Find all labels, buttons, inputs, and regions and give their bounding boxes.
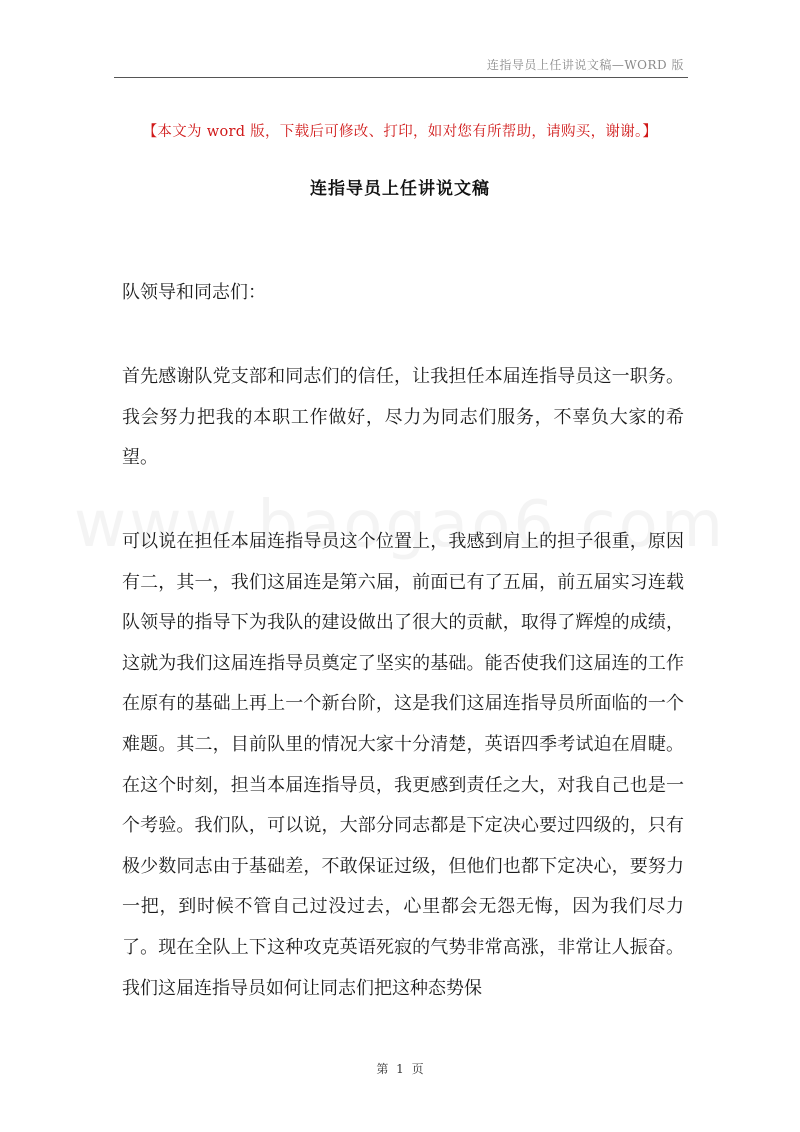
document-title: 连指导员上任讲说文稿 [310, 179, 490, 199]
header-divider [114, 77, 688, 78]
download-notice: 【本文为 word 版，下载后可修改、打印，如对您有所帮助，请购买，谢谢。】 [142, 124, 658, 140]
paragraph-1: 首先感谢队党支部和同志们的信任，让我担任本届连指导员这一职务。我会努力把我的本职工作做好，尽力为同志们服务，不辜负大家的希望。 [122, 366, 684, 469]
page-suffix: 页 [411, 1062, 424, 1076]
page-prefix: 第 [376, 1062, 389, 1076]
paragraph-2: 可以说在担任本届连指导员这个位置上，我感到肩上的担子很重，原因有二，其一，我们这届连是第六届，前面已有了五届，前五届实习连载队领导的指导下为我队的建设做出了很大的贡献，取得了辉煌的成绩，这就为我们这届连指导员奠定了坚实的基础。能否使我们这届连的工作在原有的基础上再上一个新台阶，这是我们这届连指导员所面临的一个难题。其二，目前队里的情况大家十分清楚，英语四季考试迫在眉睫。在这个时刻，担当本届连指导员，我更感到责任之大，对我自己也是一个考验。我们队，可以说，大部分同志都是下定决心要过四级的，只有极少数同志由于基础差，不敢保证过级，但他们也都下定决心，要努力一把，到时候不管自己过没过去，心里都会无怨无悔，因为我们尽力了。现在全队上下这种攻克英语死寂的气势非常高涨，非常让人振奋。我们这届连指导员如何让同志们把这种态势保 [122, 531, 684, 999]
running-header: 连指导员上任讲说文稿—WORD 版 [486, 58, 684, 72]
page-number: 1 [396, 1062, 404, 1076]
page-footer [0, 1060, 800, 1077]
greeting-paragraph: 队领导和同志们： [122, 282, 266, 303]
